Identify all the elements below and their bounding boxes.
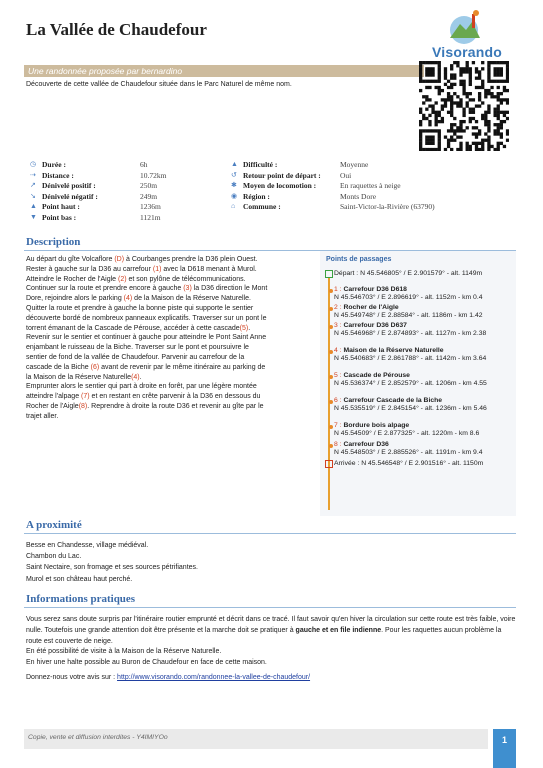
- passage-name: 4 : Maison de la Réserve Naturelle: [334, 347, 444, 354]
- footer-text: Copie, vente et diffusion interdites - Y4IMIYOo: [28, 734, 168, 741]
- waypoint-dot-icon: [329, 444, 333, 448]
- passage-coords: N 45.54509° / E 2.877325° - alt. 1220m - km 8.6: [334, 430, 480, 438]
- practical-paragraph-4: [26, 673, 516, 684]
- passage-coords: N 45.540683° / E 2.861788° - alt. 1142m - km 3.64: [334, 355, 487, 363]
- qr-code: [419, 61, 509, 151]
- practical-paragraph-1: [26, 615, 516, 647]
- practical-paragraph-3: En hiver une halte possible au Buron de Chaudefour en face de cette maison.: [26, 659, 267, 667]
- info-label: Commune :: [243, 202, 281, 211]
- description-line: Au départ du gîte Volcaflore (D) à Courbanges prendre la D36 plein Ouest.: [26, 256, 258, 263]
- description-line: trajet aller.: [26, 412, 59, 420]
- description-line: cascade de la Biche (6) avant de revenir par le même itinéraire au parking de: [26, 363, 266, 371]
- waypoint-dot-icon: [329, 375, 333, 379]
- passage-name: 5 : Cascade de Pérouse: [334, 372, 410, 379]
- description-line: Quitter la route et prendre à gauche la bonne piste qui supporte le sentier: [26, 304, 254, 312]
- info-value: Monts Dore: [340, 191, 377, 201]
- info-label: Dénivelé positif :: [42, 181, 96, 190]
- passage-item: [334, 372, 520, 389]
- descent-icon: ↘: [30, 192, 36, 200]
- info-value: 250m: [140, 181, 158, 190]
- clock-icon: ◷: [30, 161, 37, 168]
- description-line: enjambant le ruisseau de la Biche. Traverser sur le pont et poursuivre le: [26, 344, 249, 352]
- practical-text: [26, 615, 516, 684]
- waypoint-dot-icon: [329, 289, 333, 293]
- description-line: Revenir sur le sentier et continuer à gauche pour atteindre le Pont Saint Anne: [26, 334, 267, 342]
- description-line: torrent émanant de la Cascade de Pérouse, accéder à cette cascade(5).: [26, 324, 251, 332]
- page-title: La Vallée de Chaudefour: [26, 20, 207, 39]
- passage-name: 7 : Bordure bois alpage: [334, 422, 410, 429]
- description-line: Rester à gauche sur la D36 au carrefour (1) avec la D618 menant à Murol.: [26, 265, 257, 273]
- snowshoe-icon: ✱: [231, 182, 237, 189]
- info-label: Dénivelé négatif :: [42, 191, 98, 201]
- description-text: [26, 255, 316, 422]
- passage-detail: Arrivée : N 45.546548° / E 2.901516° - alt. 1150m: [334, 460, 484, 467]
- practical-p1c: . Pour les raquettes aucun problème la route est couverte de neige.: [26, 626, 502, 645]
- proximity-item: Besse en Chandesse, village médiéval.: [26, 542, 149, 549]
- info-value: Moyenne: [340, 160, 369, 169]
- town-icon: ⌂: [231, 203, 236, 210]
- waypoint-dot-icon: [329, 325, 333, 329]
- passages-route-line: [328, 278, 330, 510]
- info-value: 249m: [140, 191, 158, 201]
- proximity-item: Murol et son château haut perché.: [26, 575, 133, 583]
- passages-title: Points de passages: [326, 256, 392, 263]
- info-value: 6h: [140, 160, 148, 169]
- info-label: Distance :: [42, 170, 74, 180]
- info-value: Saint-Victor-la-Rivière (63790): [340, 202, 435, 211]
- difficulty-icon: ▲: [231, 161, 238, 168]
- logo-hiker-icon: [420, 8, 508, 48]
- proximity-item: Chambon du Lac.: [26, 553, 82, 561]
- page-number: 1: [501, 735, 507, 745]
- description-line: Emprunter alors le sentier qui part à droite en forêt, par une légère montée: [26, 383, 257, 391]
- passage-item: [334, 422, 520, 439]
- practical-heading: Informations pratiques: [26, 593, 136, 605]
- start-flag-icon: [325, 270, 333, 278]
- description-line: atteindre l'alpage (7) et en restant en crête parvenir à la D36 en dessous du: [26, 393, 261, 401]
- author-banner: [24, 65, 424, 77]
- proximity-heading: A proximité: [26, 519, 82, 531]
- practical-divider: [24, 607, 516, 608]
- info-value: En raquettes à neige: [340, 181, 401, 190]
- logo-text: Visorando: [432, 44, 503, 60]
- info-label: Difficulté :: [243, 160, 278, 169]
- author-banner-text: Une randonnée proposée par bernardino: [28, 66, 183, 76]
- passage-detail: Départ : N 45.546805° / E 2.901579° - alt. 1149m: [334, 270, 483, 277]
- practical-p1a: Vous serez sans doute surpris par l'itinéraire routier emprunté et décrit dans ce tracé. Il faut savoir qu'en hiver la circulation sur cette route est très faible, voire nulle. Toutefois une grande attention doit être présente et la marche doit se pratiquer à: [26, 616, 516, 634]
- info-value: 1121m: [140, 212, 161, 222]
- loop-icon: ↺: [231, 171, 237, 179]
- passage-item: [334, 304, 520, 321]
- passage-coords: N 45.535519° / E 2.845154° - alt. 1236m - km 5.46: [334, 405, 487, 413]
- ascent-icon: ↗: [30, 182, 36, 189]
- passage-coords: N 45.548503° / E 2.885526° - alt. 1191m - km 9.4: [334, 449, 483, 457]
- description-line: sentier de fond de la vallée de Chaudefour. Parvenir au carrefour de la: [26, 353, 245, 361]
- passage-item: [334, 322, 520, 339]
- footer-bar: [24, 729, 488, 749]
- passage-item: [334, 441, 520, 458]
- passage-coords: N 45.546968° / E 2.874893° - alt. 1127m - km 2.38: [334, 330, 487, 338]
- page-number-box: [493, 729, 516, 768]
- waypoint-dot-icon: [329, 400, 333, 404]
- waypoint-dot-icon: [329, 350, 333, 354]
- high-point-icon: ▲: [30, 203, 37, 210]
- proximity-item: Saint Nectaire, son fromage et ses sources pétrifiantes.: [26, 564, 198, 572]
- description-line: Atteindre le Rocher de l'Aigle (2) et son pylône de télécommunications.: [26, 275, 246, 283]
- passage-name: 8 : Carrefour D36: [334, 441, 389, 448]
- info-label: Moyen de locomotion :: [243, 181, 317, 190]
- description-line: Dore, rejoindre alors le parking (4) de la Maison de la Réserve Naturelle.: [26, 295, 251, 303]
- intro-text: Découverte de cette vallée de Chaudefour située dans le Parc Naturel de même nom.: [26, 81, 292, 88]
- info-label: Durée :: [42, 160, 66, 169]
- waypoint-dot-icon: [329, 425, 333, 429]
- info-label: Point bas :: [42, 212, 77, 222]
- description-line: Continuer sur la route et prendre encore à gauche (3) la D36 direction le Mont: [26, 285, 268, 293]
- description-heading: Description: [26, 236, 81, 248]
- qr-code-icon: [419, 61, 509, 151]
- description-line: la Maison de la Réserve Naturelle(4).: [26, 373, 142, 381]
- passage-coords: N 45.549748° / E 2.88584° - alt. 1186m - km 1.42: [334, 312, 483, 320]
- passage-item: [334, 286, 520, 303]
- region-icon: ◉: [231, 192, 238, 200]
- low-point-icon: ▼: [30, 213, 37, 221]
- info-value: Oui: [340, 170, 352, 180]
- info-block: [26, 160, 526, 230]
- info-value: 10.72km: [140, 170, 167, 180]
- review-link[interactable]: http://www.visorando.com/randonnee-la-vallee-de-chaudefour/: [117, 673, 311, 681]
- practical-p1b: gauche et en file indienne: [295, 626, 382, 634]
- description-line: Rocher de l'Aigle(8). Reprendre à droite la route D36 et revenir au gîte par le: [26, 402, 264, 410]
- distance-icon: ⇢: [30, 171, 36, 179]
- waypoint-dot-icon: [329, 307, 333, 311]
- passage-name: 6 : Carrefour Cascade de la Biche: [334, 397, 443, 404]
- passage-name: 3 : Carrefour D36 D637: [334, 322, 407, 329]
- passage-item: [334, 460, 520, 468]
- passage-item: [334, 397, 520, 414]
- passage-item: [334, 270, 520, 278]
- passage-coords: N 45.536374° / E 2.852579° - alt. 1206m - km 4.55: [334, 380, 487, 388]
- passage-item: [334, 347, 520, 364]
- proximity-list: [26, 540, 198, 585]
- review-label: Donnez-nous votre avis sur :: [26, 673, 118, 681]
- description-line: découverte bordé de nombreux panneaux explicatifs. Traverser sur un pont le: [26, 314, 267, 322]
- info-label: Point haut :: [42, 202, 80, 211]
- finish-flag-icon: [325, 460, 333, 468]
- info-value: 1236m: [140, 202, 161, 211]
- info-label: Région :: [243, 191, 270, 201]
- practical-paragraph-2: En été possibilité de visite à la Maison de la Réserve Naturelle.: [26, 648, 222, 656]
- proximity-divider: [24, 533, 516, 534]
- passage-coords: N 45.546703° / E 2.896619° - alt. 1152m - km 0.4: [334, 294, 483, 302]
- passage-name: 2 : Rocher de l'Aigle: [334, 304, 399, 311]
- passage-name: 1 : Carrefour D36 D618: [334, 286, 407, 293]
- info-label: Retour point de départ :: [243, 170, 321, 180]
